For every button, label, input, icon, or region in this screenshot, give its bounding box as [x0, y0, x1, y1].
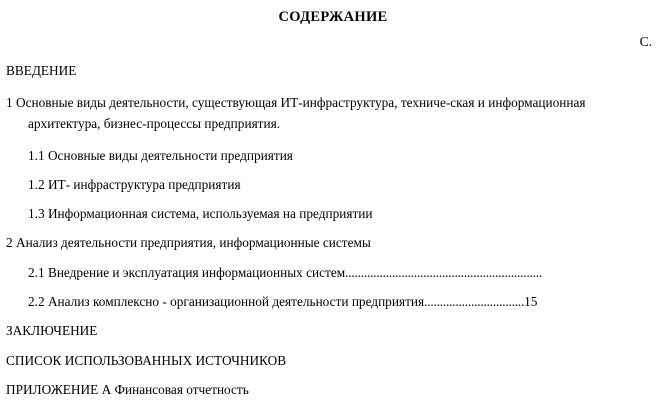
toc-entry-text: ВВЕДЕНИЕ — [6, 63, 77, 78]
page-column-header: С. — [639, 34, 652, 49]
toc-entry-chapter-2 — [6, 236, 654, 249]
toc-entry-text: СПИСОК ИСПОЛЬЗОВАННЫХ ИСТОЧНИКОВ — [6, 352, 287, 368]
document-page — [0, 9, 666, 413]
toc-entry-text: 2.2 Анализ комплексно - организационной деятельности предприятия — [28, 294, 425, 309]
toc-entry-chapter-1 — [6, 93, 654, 134]
toc-entry-section-1-2 — [6, 178, 654, 191]
toc-entry-text: 1.2 ИТ- инфраструктура предприятия — [28, 176, 241, 192]
toc-entry-text: 1 Основные виды деятельности, существующая ИТ-инфраструктура, техниче-ская и информационная — [6, 95, 586, 111]
toc-entry-text: 2.1 Внедрение и эксплуатация информационных систем — [28, 264, 346, 280]
page-title: СОДЕРЖАНИЕ — [278, 9, 388, 25]
toc-entry-text: 2 Анализ деятельности предприятия, информационные системы — [6, 235, 371, 251]
table-of-contents — [0, 64, 666, 396]
toc-leader-dots: ................................ — [424, 294, 525, 309]
toc-entry-references — [6, 354, 654, 367]
toc-page-number: 15 — [524, 294, 538, 309]
toc-entry-text: 1.3 Информационная система, используемая на предприятии — [28, 206, 373, 222]
toc-entry-section-1-1 — [6, 149, 654, 162]
toc-entry-text: 1.1 Основные виды деятельности предприятия — [28, 147, 293, 163]
toc-entry-introduction — [6, 64, 654, 77]
toc-entry-text: ЗАКЛЮЧЕНИЕ — [6, 323, 98, 339]
toc-entry-section-2-2 — [6, 295, 654, 308]
toc-entry-section-2-1 — [6, 266, 654, 279]
toc-entry-appendix-a — [6, 383, 654, 396]
toc-entry-conclusion — [6, 324, 654, 337]
toc-entry-text: ПРИЛОЖЕНИЕ А Финансовая отчетность — [6, 381, 249, 397]
toc-entry-section-1-3 — [6, 207, 654, 220]
toc-entry-text-continuation: архитектура, бизнес-процессы предприятия. — [28, 115, 281, 131]
toc-leader-dots: ............................................................... — [345, 264, 542, 280]
